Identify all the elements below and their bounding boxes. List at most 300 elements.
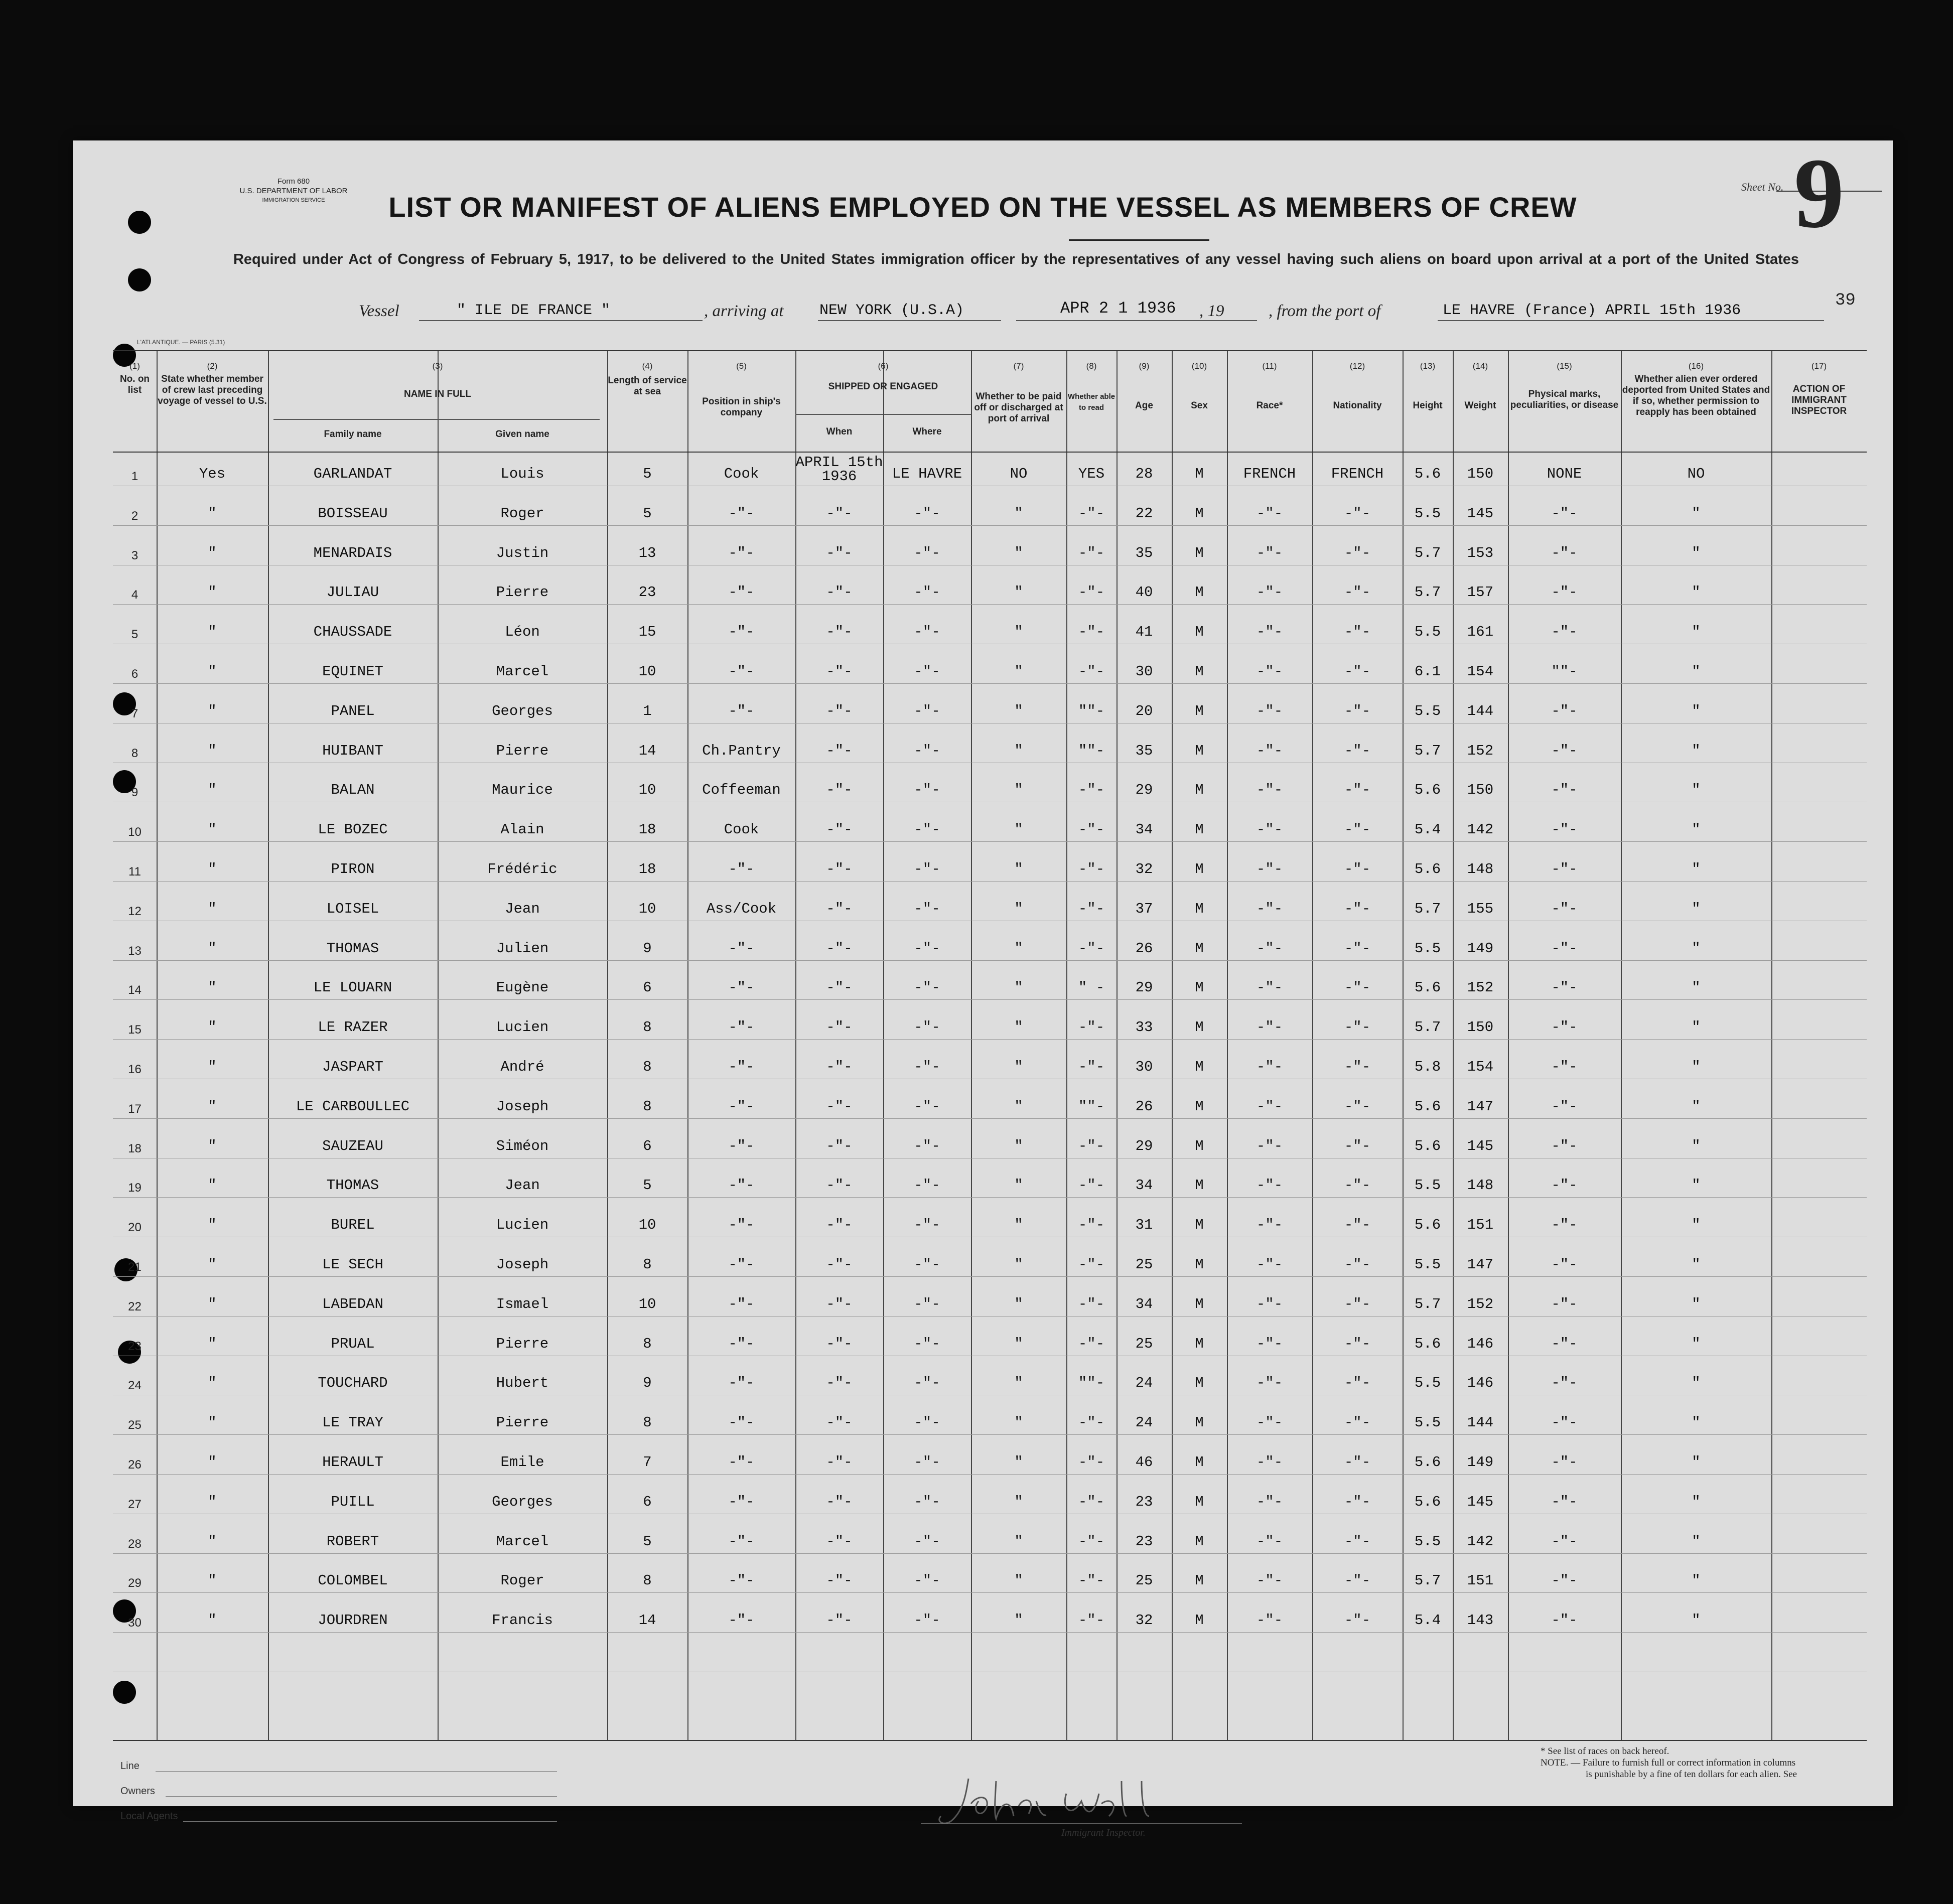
cell-n: 28 — [128, 1537, 142, 1551]
cell-position: -"- — [728, 940, 755, 957]
row-rule — [113, 1039, 1867, 1040]
header-given-name: Given name — [495, 429, 549, 440]
cell-deported: " — [1692, 1572, 1701, 1589]
cell-service: 6 — [643, 1493, 652, 1510]
cell-service: 6 — [643, 1137, 652, 1154]
cell-service: 23 — [638, 584, 656, 601]
cell-position: -"- — [728, 1414, 755, 1431]
cell-race: -"- — [1256, 940, 1283, 957]
cell-age: 26 — [1135, 1098, 1153, 1115]
cell-paid: " — [1014, 1335, 1023, 1352]
cell-n: 17 — [128, 1102, 142, 1116]
cell-given: Ismael — [496, 1295, 549, 1312]
column-number: (10) — [1191, 361, 1207, 371]
cell-age: 30 — [1135, 663, 1153, 680]
cell-weight: 149 — [1467, 1454, 1494, 1471]
name-subrule — [273, 419, 600, 420]
printer-mark: L'ATLANTIQUE. — PARIS (5.31) — [137, 339, 225, 346]
cell-physical: -"- — [1551, 1295, 1578, 1312]
cell-n: 19 — [128, 1181, 142, 1195]
cell-sex: M — [1195, 466, 1204, 482]
cell-prev: " — [208, 1019, 217, 1036]
cell-race: -"- — [1256, 1335, 1283, 1352]
cell-paid: " — [1014, 1217, 1023, 1234]
header-deported: Whether alien ever ordered deported from United States and if so, whether permission to reapply has been obtained — [1622, 374, 1770, 417]
cell-physical: -"- — [1551, 900, 1578, 917]
cell-height: 5.7 — [1414, 544, 1441, 561]
cell-race: -"- — [1256, 1098, 1283, 1115]
header-where: Where — [912, 426, 942, 437]
cell-family: LE SECH — [322, 1256, 383, 1273]
cell-n: 21 — [128, 1260, 142, 1274]
cell-when: -"- — [826, 1335, 853, 1352]
cell-family: ROBERT — [326, 1533, 379, 1550]
cell-service: 10 — [638, 900, 656, 917]
vessel-underline — [419, 320, 703, 321]
cell-when: -"- — [826, 1256, 853, 1273]
cell-nat: -"- — [1344, 1137, 1371, 1154]
cell-age: 34 — [1135, 821, 1153, 838]
arriving-at: NEW YORK (U.S.A) — [819, 302, 964, 319]
cell-prev: " — [208, 979, 217, 996]
cell-n: 10 — [128, 825, 142, 839]
cell-when: -"- — [826, 1295, 853, 1312]
crew-table — [113, 350, 1867, 1741]
cell-given: Justin — [496, 544, 549, 561]
cell-prev: " — [208, 544, 217, 561]
cell-race: -"- — [1256, 624, 1283, 641]
cell-position: -"- — [728, 1098, 755, 1115]
column-number: (13) — [1420, 361, 1436, 371]
cell-weight: 155 — [1467, 900, 1494, 917]
cell-where: -"- — [914, 900, 940, 917]
cell-age: 31 — [1135, 1217, 1153, 1234]
cell-weight: 147 — [1467, 1256, 1494, 1273]
title-rule — [1069, 239, 1209, 241]
cell-sex: M — [1195, 1295, 1204, 1312]
cell-physical: -"- — [1551, 940, 1578, 957]
cell-height: 5.6 — [1414, 1137, 1441, 1154]
cell-where: -"- — [914, 1019, 940, 1036]
note-failure: NOTE. — Failure to furnish full or correct information in columns — [1541, 1757, 1796, 1768]
cell-n: 30 — [128, 1616, 142, 1630]
column-number: (6) — [878, 361, 889, 371]
cell-read: -"- — [1078, 1493, 1105, 1510]
row-rule — [113, 960, 1867, 961]
cell-sex: M — [1195, 1533, 1204, 1550]
cell-age: 25 — [1135, 1335, 1153, 1352]
cell-given: Roger — [500, 1572, 544, 1589]
footer-owners-rule — [166, 1796, 557, 1797]
cell-height: 5.6 — [1414, 782, 1441, 799]
cell-weight: 152 — [1467, 979, 1494, 996]
cell-sex: M — [1195, 624, 1204, 641]
cell-deported: " — [1692, 1454, 1701, 1471]
column-number: (8) — [1086, 361, 1097, 371]
cell-prev: " — [208, 663, 217, 680]
cell-service: 6 — [643, 979, 652, 996]
cell-service: 8 — [643, 1335, 652, 1352]
arriving-underline — [818, 320, 1001, 321]
cell-age: 25 — [1135, 1572, 1153, 1589]
cell-weight: 144 — [1467, 702, 1494, 719]
cell-weight: 145 — [1467, 1137, 1494, 1154]
cell-service: 18 — [638, 861, 656, 877]
cell-n: 25 — [128, 1418, 142, 1432]
manifest-sheet — [73, 138, 1893, 1838]
column-number: (17) — [1811, 361, 1827, 371]
from-port: LE HAVRE (France) APRIL 15th 1936 — [1443, 302, 1741, 319]
cell-race: -"- — [1256, 1375, 1283, 1392]
cell-n: 23 — [128, 1339, 142, 1353]
column-number: (1) — [129, 361, 140, 371]
cell-physical: -"- — [1551, 1572, 1578, 1589]
cell-service: 5 — [643, 505, 652, 522]
cell-position: Ass/Cook — [706, 900, 777, 917]
cell-prev: " — [208, 1335, 217, 1352]
cell-physical: -"- — [1551, 1256, 1578, 1273]
cell-when: -"- — [826, 1217, 853, 1234]
cell-physical: -"- — [1551, 1335, 1578, 1352]
cell-deported: " — [1692, 979, 1701, 996]
cell-n: 27 — [128, 1497, 142, 1511]
cell-given: Pierre — [496, 742, 549, 759]
cell-where: -"- — [914, 742, 940, 759]
cell-when: -"- — [826, 1019, 853, 1036]
cell-race: -"- — [1256, 702, 1283, 719]
cell-service: 13 — [638, 544, 656, 561]
cell-sex: M — [1195, 861, 1204, 877]
cell-age: 34 — [1135, 1295, 1153, 1312]
cell-given: Pierre — [496, 1414, 549, 1431]
cell-family: PRUAL — [331, 1335, 375, 1352]
cell-family: LE LOUARN — [313, 979, 392, 996]
cell-position: -"- — [728, 624, 755, 641]
cell-paid: " — [1014, 1612, 1023, 1629]
cell-where: -"- — [914, 702, 940, 719]
cell-read: -"- — [1078, 1612, 1105, 1629]
cell-physical: -"- — [1551, 544, 1578, 561]
cell-height: 5.4 — [1414, 821, 1441, 838]
cell-physical: -"- — [1551, 782, 1578, 799]
cell-sex: M — [1195, 1335, 1204, 1352]
cell-physical: -"- — [1551, 1137, 1578, 1154]
cell-height: 5.5 — [1414, 1256, 1441, 1273]
cell-nat: -"- — [1344, 979, 1371, 996]
cell-when: -"- — [826, 584, 853, 601]
cell-service: 10 — [638, 782, 656, 799]
cell-paid: " — [1014, 821, 1023, 838]
cell-position: -"- — [728, 1533, 755, 1550]
cell-weight: 151 — [1467, 1572, 1494, 1589]
cell-when: -"- — [826, 702, 853, 719]
cell-height: 5.5 — [1414, 702, 1441, 719]
cell-n: 6 — [131, 667, 138, 681]
cell-read: -"- — [1078, 1059, 1105, 1075]
cell-height: 5.5 — [1414, 505, 1441, 522]
cell-sex: M — [1195, 1098, 1204, 1115]
cell-physical: -"- — [1551, 624, 1578, 641]
row-rule — [113, 1118, 1867, 1119]
cell-service: 5 — [643, 1533, 652, 1550]
cell-deported: " — [1692, 1059, 1701, 1075]
cell-family: SAUZEAU — [322, 1137, 383, 1154]
cell-when: -"- — [826, 1533, 853, 1550]
cell-given: Jean — [505, 900, 540, 917]
cell-weight: 148 — [1467, 861, 1494, 877]
cell-prev: Yes — [199, 466, 226, 482]
cell-nat: -"- — [1344, 782, 1371, 799]
cell-n: 15 — [128, 1023, 142, 1037]
punch-hole — [128, 268, 151, 291]
cell-when: -"- — [826, 900, 853, 917]
cell-family: PUILL — [331, 1493, 375, 1510]
cell-deported: " — [1692, 1493, 1701, 1510]
cell-race: -"- — [1256, 1533, 1283, 1550]
cell-age: 29 — [1135, 979, 1153, 996]
cell-sex: M — [1195, 1217, 1204, 1234]
header-sex: Sex — [1191, 400, 1208, 411]
cell-age: 40 — [1135, 584, 1153, 601]
cell-height: 5.7 — [1414, 1572, 1441, 1589]
cell-family: THOMAS — [326, 940, 379, 957]
cell-given: Hubert — [496, 1375, 549, 1392]
cell-family: PIRON — [331, 861, 375, 877]
cell-where: -"- — [914, 1059, 940, 1075]
cell-service: 8 — [643, 1059, 652, 1075]
cell-deported: " — [1692, 584, 1701, 601]
cell-height: 5.6 — [1414, 1217, 1441, 1234]
row-rule — [113, 1197, 1867, 1198]
cell-when: -"- — [826, 742, 853, 759]
cell-read: -"- — [1078, 1533, 1105, 1550]
cell-physical: -"- — [1551, 1612, 1578, 1629]
column-number: (2) — [207, 361, 218, 371]
cell-nat: -"- — [1344, 1572, 1371, 1589]
header-action: ACTION OF IMMIGRANT INSPECTOR — [1791, 384, 1847, 416]
cell-given: Léon — [505, 624, 540, 641]
cell-race: -"- — [1256, 1137, 1283, 1154]
cell-given: Lucien — [496, 1019, 549, 1036]
cell-where: -"- — [914, 1217, 940, 1234]
cell-where: LE HAVRE — [892, 466, 962, 482]
cell-sex: M — [1195, 1137, 1204, 1154]
cell-weight: 154 — [1467, 1059, 1494, 1075]
cell-when: -"- — [826, 940, 853, 957]
cell-nat: -"- — [1344, 1414, 1371, 1431]
cell-family: GARLANDAT — [313, 466, 392, 482]
note-races: * See list of races on back hereof. — [1541, 1746, 1669, 1756]
cell-age: 20 — [1135, 702, 1153, 719]
cell-weight: 144 — [1467, 1414, 1494, 1431]
cell-read: ""- — [1078, 742, 1105, 759]
cell-height: 5.6 — [1414, 979, 1441, 996]
cell-paid: " — [1014, 940, 1023, 957]
cell-deported: " — [1692, 505, 1701, 522]
cell-paid: " — [1014, 663, 1023, 680]
cell-nat: -"- — [1344, 1612, 1371, 1629]
cell-where: -"- — [914, 821, 940, 838]
cell-height: 5.7 — [1414, 584, 1441, 601]
page-title: LIST OR MANIFEST OF ALIENS EMPLOYED ON THE VESSEL AS MEMBERS OF CREW — [388, 191, 1577, 223]
cell-when: -"- — [826, 1375, 853, 1392]
cell-sex: M — [1195, 742, 1204, 759]
cell-prev: " — [208, 1256, 217, 1273]
footer-agents-rule — [183, 1821, 557, 1822]
cell-sex: M — [1195, 1177, 1204, 1194]
row-rule — [113, 1276, 1867, 1277]
cell-family: BUREL — [331, 1217, 375, 1234]
cell-sex: M — [1195, 544, 1204, 561]
cell-n: 1 — [131, 470, 138, 483]
cell-deported: " — [1692, 782, 1701, 799]
cell-when: -"- — [826, 821, 853, 838]
cell-paid: " — [1014, 1019, 1023, 1036]
cell-weight: 145 — [1467, 1493, 1494, 1510]
cell-position: -"- — [728, 1493, 755, 1510]
cell-paid: " — [1014, 1375, 1023, 1392]
cell-sex: M — [1195, 1019, 1204, 1036]
cell-weight: 147 — [1467, 1098, 1494, 1115]
cell-race: -"- — [1256, 1414, 1283, 1431]
cell-prev: " — [208, 782, 217, 799]
cell-weight: 142 — [1467, 821, 1494, 838]
cell-family: THOMAS — [326, 1177, 379, 1194]
column-number: (16) — [1688, 361, 1704, 371]
cell-sex: M — [1195, 979, 1204, 996]
cell-deported: " — [1692, 663, 1701, 680]
cell-n: 18 — [128, 1141, 142, 1155]
cell-nat: -"- — [1344, 624, 1371, 641]
cell-position: Coffeeman — [702, 782, 781, 799]
cell-paid: " — [1014, 1493, 1023, 1510]
column-number: (4) — [642, 361, 653, 371]
cell-sex: M — [1195, 782, 1204, 799]
sheet-number: 9 — [1794, 138, 1844, 249]
cell-read: -"- — [1078, 544, 1105, 561]
cell-where: -"- — [914, 1572, 940, 1589]
cell-race: -"- — [1256, 1295, 1283, 1312]
header-name-in-full: NAME IN FULL — [403, 389, 472, 399]
cell-n: 3 — [131, 548, 138, 562]
cell-service: 10 — [638, 1295, 656, 1312]
cell-race: FRENCH — [1243, 466, 1296, 482]
cell-position: Ch.Pantry — [702, 742, 781, 759]
cell-nat: FRENCH — [1331, 466, 1384, 482]
column-number: (9) — [1139, 361, 1150, 371]
cell-nat: -"- — [1344, 584, 1371, 601]
cell-weight: 157 — [1467, 584, 1494, 601]
cell-where: -"- — [914, 979, 940, 996]
cell-nat: -"- — [1344, 742, 1371, 759]
cell-race: -"- — [1256, 742, 1283, 759]
cell-age: 29 — [1135, 782, 1153, 799]
vessel-label: Vessel — [359, 302, 399, 320]
year-prefix: , 19 — [1199, 302, 1224, 320]
row-rule — [113, 1474, 1867, 1475]
from-label: , from the port of — [1269, 302, 1381, 320]
cell-service: 8 — [643, 1414, 652, 1431]
cell-where: -"- — [914, 1137, 940, 1154]
cell-prev: " — [208, 1414, 217, 1431]
column-number: (14) — [1472, 361, 1488, 371]
row-rule — [113, 1434, 1867, 1435]
cell-age: 23 — [1135, 1493, 1153, 1510]
cell-weight: 143 — [1467, 1612, 1494, 1629]
cell-sex: M — [1195, 821, 1204, 838]
cell-service: 18 — [638, 821, 656, 838]
cell-where: -"- — [914, 1256, 940, 1273]
column-number: (12) — [1349, 361, 1365, 371]
cell-when: -"- — [826, 1493, 853, 1510]
cell-paid: " — [1014, 1454, 1023, 1471]
cell-read: -"- — [1078, 663, 1105, 680]
cell-when: -"- — [826, 1098, 853, 1115]
cell-deported: " — [1692, 1098, 1701, 1115]
cell-prev: " — [208, 1177, 217, 1194]
cell-sex: M — [1195, 702, 1204, 719]
cell-paid: " — [1014, 782, 1023, 799]
cell-n: 8 — [131, 746, 138, 760]
cell-read: -"- — [1078, 861, 1105, 877]
cell-prev: " — [208, 1295, 217, 1312]
cell-age: 35 — [1135, 544, 1153, 561]
cell-family: JASPART — [322, 1059, 383, 1075]
cell-race: -"- — [1256, 979, 1283, 996]
cell-family: COLOMBEL — [318, 1572, 388, 1589]
cell-n: 16 — [128, 1063, 142, 1076]
cell-age: 26 — [1135, 940, 1153, 957]
cell-deported: " — [1692, 1335, 1701, 1352]
cell-family: EQUINET — [322, 663, 383, 680]
service: IMMIGRATION SERVICE — [262, 197, 325, 203]
cell-position: -"- — [728, 544, 755, 561]
cell-nat: -"- — [1344, 1454, 1371, 1471]
cell-read: -"- — [1078, 1454, 1105, 1471]
cell-height: 6.1 — [1414, 663, 1441, 680]
cell-when: -"- — [826, 544, 853, 561]
cell-deported: " — [1692, 1295, 1701, 1312]
arriving-label: , arriving at — [704, 302, 784, 320]
header-family-name: Family name — [324, 429, 382, 440]
cell-given: Alain — [500, 821, 544, 838]
cell-prev: " — [208, 742, 217, 759]
cell-paid: " — [1014, 1137, 1023, 1154]
cell-when: -"- — [826, 782, 853, 799]
cell-n: 13 — [128, 944, 142, 958]
cell-given: Joseph — [496, 1256, 549, 1273]
cell-family: LE BOZEC — [318, 821, 388, 838]
column-number: (5) — [736, 361, 747, 371]
row-rule — [113, 881, 1867, 882]
cell-deported: " — [1692, 1019, 1701, 1036]
cell-sex: M — [1195, 663, 1204, 680]
cell-height: 5.5 — [1414, 1533, 1441, 1550]
cell-service: 5 — [643, 1177, 652, 1194]
cell-paid: " — [1014, 900, 1023, 917]
cell-physical: -"- — [1551, 584, 1578, 601]
cell-prev: " — [208, 861, 217, 877]
cell-read: " - — [1078, 979, 1105, 996]
header-when: When — [826, 426, 853, 437]
column-number: (15) — [1557, 361, 1572, 371]
cell-n: 14 — [128, 983, 142, 997]
cell-where: -"- — [914, 782, 940, 799]
cell-service: 14 — [638, 1612, 656, 1629]
cell-sex: M — [1195, 900, 1204, 917]
cell-n: 5 — [131, 628, 138, 642]
cell-paid: " — [1014, 1295, 1023, 1312]
